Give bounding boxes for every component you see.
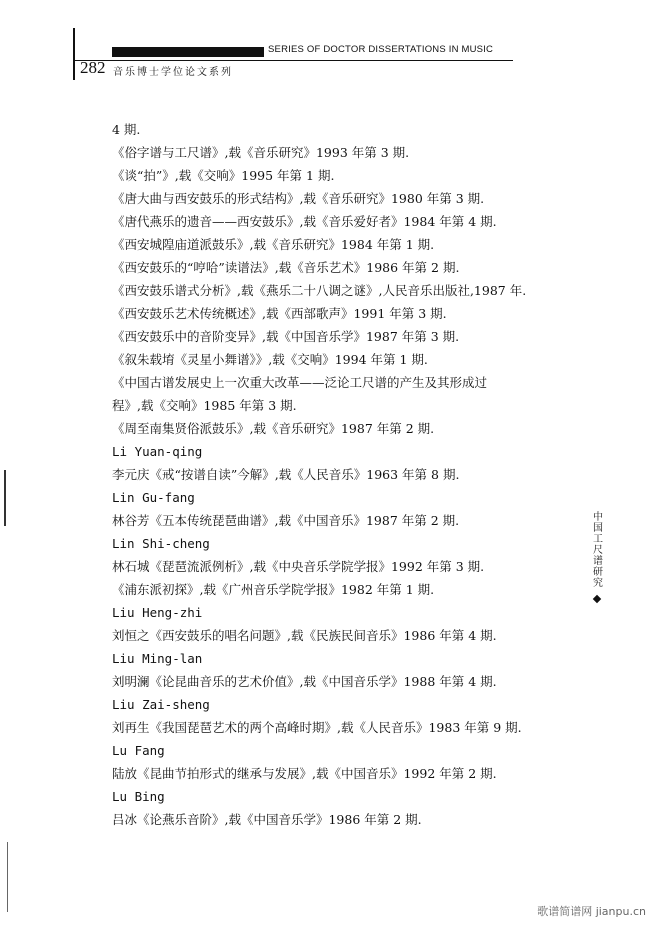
bibliography-entry: 《唐大曲与西安鼓乐的形式结构》,载《音乐研究》1980 年第 3 期. [112,191,485,206]
series-title-chinese: 音乐博士学位论文系列 [113,67,233,78]
bibliography-entry: 《叙朱载堉《灵星小舞谱》》,载《交响》1994 年第 1 期. [112,352,428,367]
bibliography-entry: 刘恒之《西安鼓乐的唱名问题》,载《民族民间音乐》1986 年第 4 期. [112,628,497,643]
bibliography-entry: 4 期. [112,122,141,137]
bibliography-entry: 《浦东派初探》,载《广州音乐学院学报》1982 年第 1 期. [112,582,435,597]
page-number: 282 [80,58,106,77]
bibliography-entry: 《周至南集贤俗派鼓乐》,载《音乐研究》1987 年第 2 期. [112,421,435,436]
bibliography-entry: 程》,载《交响》1985 年第 3 期. [112,398,297,413]
bibliography-entry: 《谈“拍”》,载《交响》1995 年第 1 期. [112,168,335,183]
bibliography-entry: 刘再生《我国琵琶艺术的两个高峰时期》,载《人民音乐》1983 年第 9 期. [112,720,522,735]
bibliography-entry: 《西安城隍庙道派鼓乐》,载《音乐研究》1984 年第 1 期. [112,237,435,252]
diamond-ornament-icon [593,595,601,603]
bibliography-entry: 林石城《琵琶流派例析》,载《中央音乐学院学报》1992 年第 3 期. [112,559,485,574]
author-name: Lu Fang [112,743,165,758]
bibliography-entry: 《唐代燕乐的遗音——西安鼓乐》,载《音乐爱好者》1984 年第 4 期. [112,214,497,229]
bibliography-entry: 《西安鼓乐中的音阶变异》,载《中国音乐学》1987 年第 3 期. [112,329,460,344]
bibliography-entry: 陆放《昆曲节拍形式的继承与发展》,载《中国音乐》1992 年第 2 期. [112,766,497,781]
author-name: Liu Ming-lan [112,651,203,666]
bibliography-list [112,118,582,831]
bibliography-entry: 《西安鼓乐的“哼哈”读谱法》,载《音乐艺术》1986 年第 2 期. [112,260,460,275]
header-horizontal-rule [73,60,513,61]
bibliography-entry: 《西安鼓乐艺术传统概述》,载《西部歌声》1991 年第 3 期. [112,306,447,321]
scan-margin-mark [4,470,6,526]
bibliography-entry: 《西安鼓乐谱式分析》,载《燕乐二十八调之谜》,人民音乐出版社,1987 年. [112,283,527,298]
author-name: Lin Shi-cheng [112,536,210,551]
bibliography-entry: 李元庆《戒“按谱自读”今解》,载《人民音乐》1963 年第 8 期. [112,467,460,482]
header-vertical-rule [73,28,75,80]
bibliography-entry: 吕冰《论燕乐音阶》,载《中国音乐学》1986 年第 2 期. [112,812,422,827]
author-name: Liu Heng-zhi [112,605,203,620]
bibliography-entry: 刘明澜《论昆曲音乐的艺术价值》,载《中国音乐学》1988 年第 4 期. [112,674,497,689]
watermark: 歌谱简谱网 jianpu.cn [537,905,646,918]
scan-margin-mark [7,842,8,912]
bibliography-entry: 林谷芳《五本传统琵琶曲谱》,载《中国音乐》1987 年第 2 期. [112,513,460,528]
side-running-title: 中国工尺谱研究 [593,512,603,589]
header-black-band [112,47,264,57]
author-name: Lin Gu-fang [112,490,195,505]
series-title-english: SERIES OF DOCTOR DISSERTATIONS IN MUSIC [268,44,494,55]
bibliography-entry: 《俗字谱与工尺谱》,载《音乐研究》1993 年第 3 期. [112,145,410,160]
author-name: Li Yuan-qing [112,444,203,459]
author-name: Liu Zai-sheng [112,697,210,712]
author-name: Lu Bing [112,789,165,804]
bibliography-entry: 《中国古谱发展史上一次重大改革——泛论工尺谱的产生及其形成过 [112,375,488,390]
